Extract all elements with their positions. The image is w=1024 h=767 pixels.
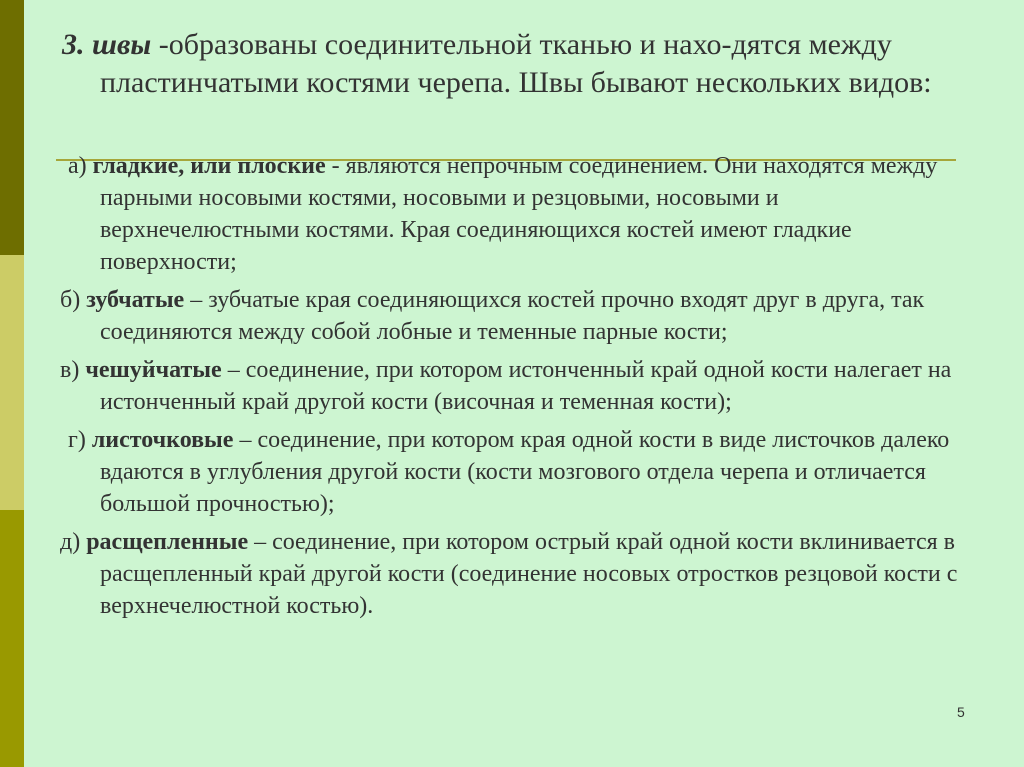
list-item-squamous [60, 354, 960, 418]
decorative-bar-top [0, 0, 24, 255]
item-text: – соединение, при котором острый край одной кости вклинивается в расщепленный край другой кости (соединение носовых отростков резцовой кости с верхнечелюстной костью). [100, 529, 958, 619]
item-text: – соединение, при котором края одной кости в виде листочков далеко вдаются в углубления другой кости (кости мозгового отдела черепа и отличается большой прочностью); [100, 427, 950, 517]
item-text: - являются непрочным соединением. Они находятся между парными носовыми костями, носовыми и резцовыми, носовыми и верхнечелюстными костями. Края соединяющихся костей имеют гладкие поверхности; [100, 153, 938, 275]
item-prefix: д) [60, 529, 87, 555]
decorative-bar-bottom [0, 510, 24, 767]
item-term: расщепленные [86, 529, 249, 555]
item-prefix: а) [68, 153, 93, 179]
decorative-bar-middle [0, 255, 24, 510]
item-term: гладкие, или плоские [92, 153, 326, 179]
heading-text: -образованы соединительной тканью и нахо-дятся между пластинчатыми костями черепа. Швы бывают нескольких видов: [100, 28, 932, 99]
list-item-foliate [60, 424, 960, 520]
list-item-smooth [60, 150, 960, 278]
heading-term: 3. швы [62, 28, 152, 61]
item-prefix: б) [60, 287, 87, 313]
list-item-schindylesis [60, 526, 960, 622]
list-item-serrated [60, 284, 960, 348]
item-term: листочковые [91, 427, 234, 453]
page-number: 5 [957, 704, 965, 720]
slide-heading [62, 26, 1000, 102]
suture-types-list [60, 150, 960, 628]
item-term: зубчатые [86, 287, 185, 313]
item-text: – зубчатые края соединяющихся костей прочно входят друг в друга, так соединяются между собой лобные и теменные парные кости; [100, 287, 925, 345]
item-prefix: г) [68, 427, 92, 453]
item-term: чешуйчатые [85, 357, 222, 383]
item-text: – соединение, при котором истонченный край одной кости налегает на истонченный край другой кости (височная и теменная кости); [100, 357, 952, 415]
item-prefix: в) [60, 357, 86, 383]
